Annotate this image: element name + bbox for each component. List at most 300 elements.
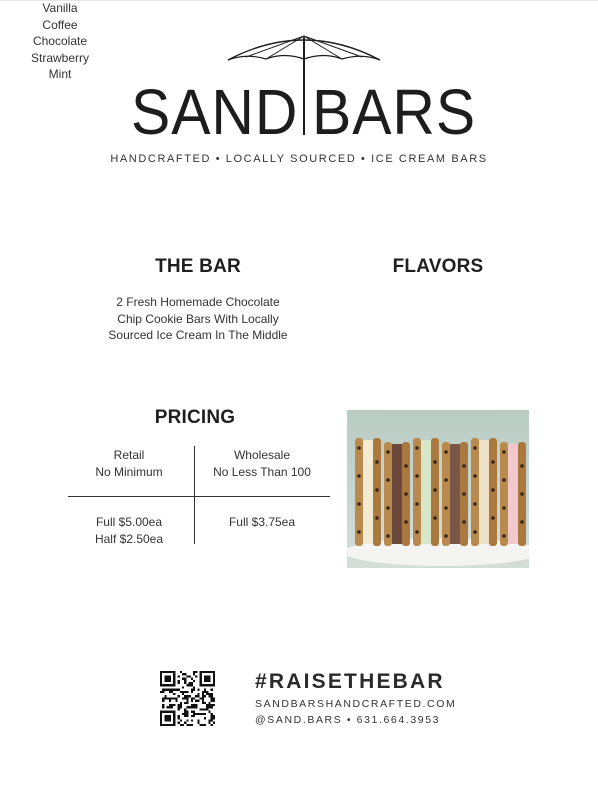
chocolate-chip xyxy=(520,492,524,496)
qr-module xyxy=(213,678,215,680)
qr-module xyxy=(193,711,195,713)
chocolate-chip xyxy=(462,464,466,468)
retail-label: Retail xyxy=(113,448,145,462)
qr-module xyxy=(204,684,206,686)
qr-module xyxy=(180,671,182,673)
website-link[interactable]: SANDBARSHANDCRAFTED.COM xyxy=(255,698,457,710)
qr-module xyxy=(162,700,164,702)
qr-module xyxy=(173,717,175,719)
sandwich-bar-part xyxy=(384,442,392,546)
qr-module xyxy=(178,675,180,677)
qr-module xyxy=(169,684,171,686)
hashtag-raisethebar: #RAISETHEBAR xyxy=(255,670,445,693)
logo-umbrella-pole xyxy=(303,37,305,135)
chocolate-chip xyxy=(473,502,477,506)
qr-module xyxy=(178,689,180,691)
qr-module xyxy=(191,719,193,721)
chocolate-chip xyxy=(357,446,361,450)
qr-module xyxy=(178,680,180,682)
qr-module xyxy=(178,715,180,717)
qr-module xyxy=(197,713,199,715)
the-bar-line: Chip Cookie Bars With Locally xyxy=(117,311,279,326)
chocolate-chip xyxy=(375,488,379,492)
chocolate-chip xyxy=(502,506,506,510)
qr-module xyxy=(202,695,204,697)
qr-module xyxy=(200,680,202,682)
qr-module xyxy=(162,697,164,699)
qr-module xyxy=(164,689,166,691)
chocolate-chip xyxy=(502,450,506,454)
qr-module xyxy=(162,684,164,686)
qr-module xyxy=(204,695,206,697)
chocolate-chip xyxy=(491,516,495,520)
qr-module xyxy=(178,704,180,706)
qr-module xyxy=(167,706,169,708)
qr-module xyxy=(197,722,199,724)
qr-module xyxy=(204,691,206,693)
qr-module xyxy=(180,691,182,693)
qr-module xyxy=(193,671,195,673)
qr-module xyxy=(211,693,213,695)
qr-module xyxy=(167,724,169,726)
qr-module xyxy=(182,693,184,695)
qr-module xyxy=(204,689,206,691)
qr-module xyxy=(211,713,213,715)
qr-module xyxy=(173,713,175,715)
chocolate-chip xyxy=(415,446,419,450)
qr-module xyxy=(211,704,213,706)
qr-module xyxy=(173,719,175,721)
qr-module xyxy=(175,700,177,702)
qr-module xyxy=(189,682,191,684)
wholesale-note: No Less Than 100 xyxy=(213,465,311,479)
qr-module xyxy=(213,675,215,677)
qr-module xyxy=(213,715,215,717)
qr-module xyxy=(213,704,215,706)
qr-module xyxy=(186,691,188,693)
qr-module xyxy=(186,675,188,677)
qr-module xyxy=(211,715,213,717)
qr-module xyxy=(208,680,210,682)
chocolate-chip xyxy=(404,520,408,524)
chocolate-chip xyxy=(502,478,506,482)
qr-module xyxy=(211,717,213,719)
qr-module xyxy=(175,689,177,691)
qr-module xyxy=(171,704,173,706)
qr-module xyxy=(178,717,180,719)
chocolate-chip xyxy=(415,474,419,478)
qr-module xyxy=(197,693,199,695)
qr-module xyxy=(189,675,191,677)
qr-module xyxy=(204,713,206,715)
qr-module xyxy=(169,711,171,713)
qr-module xyxy=(197,695,199,697)
qr-module xyxy=(200,697,202,699)
chocolate-chip xyxy=(386,478,390,482)
qr-module xyxy=(186,700,188,702)
qr-module xyxy=(206,693,208,695)
qr-module xyxy=(206,678,208,680)
qr-module xyxy=(173,671,175,673)
qr-module xyxy=(173,675,175,677)
qr-module xyxy=(186,719,188,721)
qr-module xyxy=(171,691,173,693)
qr-module xyxy=(204,671,206,673)
qr-module xyxy=(169,689,171,691)
qr-module xyxy=(200,671,202,673)
qr-module xyxy=(206,691,208,693)
qr-module xyxy=(191,691,193,693)
qr-module xyxy=(169,678,171,680)
chocolate-chip xyxy=(386,450,390,454)
qr-module xyxy=(206,680,208,682)
qr-module xyxy=(213,722,215,724)
retail-full-price: Full $5.00ea xyxy=(95,515,163,529)
chocolate-chip xyxy=(433,488,437,492)
qr-module xyxy=(182,678,184,680)
sandwich-bar-part xyxy=(421,440,431,544)
qr-module xyxy=(169,717,171,719)
sandwich-bar-part xyxy=(471,438,479,546)
chocolate-chip xyxy=(415,530,419,534)
qr-module xyxy=(202,700,204,702)
qr-module xyxy=(204,717,206,719)
sandwich-bar-part xyxy=(500,442,508,546)
qr-module xyxy=(167,689,169,691)
qr-module xyxy=(164,724,166,726)
qr-module xyxy=(182,724,184,726)
qr-module xyxy=(208,711,210,713)
qr-module xyxy=(160,684,162,686)
qr-module xyxy=(171,724,173,726)
chocolate-chip xyxy=(386,506,390,510)
qr-module xyxy=(178,682,180,684)
qr-module xyxy=(189,706,191,708)
qr-module xyxy=(180,702,182,704)
qr-module xyxy=(195,675,197,677)
social-contact: @SAND.BARS • 631.664.3953 xyxy=(255,714,441,726)
chocolate-chip xyxy=(491,488,495,492)
qr-module xyxy=(173,704,175,706)
qr-module xyxy=(164,697,166,699)
qr-module xyxy=(208,675,210,677)
qr-module xyxy=(162,691,164,693)
qr-module xyxy=(164,678,166,680)
qr-module xyxy=(184,711,186,713)
chocolate-chip xyxy=(520,464,524,468)
qr-module xyxy=(195,706,197,708)
qr-module xyxy=(162,689,164,691)
qr-module xyxy=(160,713,162,715)
the-bar-heading: THE BAR xyxy=(155,256,241,277)
qr-module xyxy=(160,724,162,726)
qr-module xyxy=(213,700,215,702)
qr-module xyxy=(206,671,208,673)
qr-module xyxy=(186,711,188,713)
qr-module xyxy=(173,711,175,713)
qr-module xyxy=(184,682,186,684)
chocolate-chip xyxy=(415,502,419,506)
qr-module xyxy=(189,724,191,726)
qr-module xyxy=(162,704,164,706)
qr-module xyxy=(204,678,206,680)
qr-module xyxy=(195,713,197,715)
qr-module xyxy=(162,671,164,673)
chocolate-chip xyxy=(473,474,477,478)
qr-module xyxy=(208,706,210,708)
retail-note: No Minimum xyxy=(95,465,163,479)
sandwich-bar-part xyxy=(363,440,373,544)
qr-module xyxy=(171,706,173,708)
qr-module xyxy=(202,708,204,710)
qr-module xyxy=(208,695,210,697)
qr-module xyxy=(211,671,213,673)
qr-module xyxy=(193,680,195,682)
qr-module xyxy=(184,678,186,680)
qr-module xyxy=(202,724,204,726)
chocolate-chip xyxy=(375,516,379,520)
qr-module xyxy=(184,702,186,704)
qr-module xyxy=(160,678,162,680)
chocolate-chip xyxy=(404,464,408,468)
qr-module xyxy=(178,706,180,708)
qr-module xyxy=(160,719,162,721)
qr-module xyxy=(202,697,204,699)
qr-module xyxy=(200,673,202,675)
qr-module xyxy=(167,719,169,721)
qr-module xyxy=(160,673,162,675)
qr-module xyxy=(164,671,166,673)
qr-module xyxy=(167,697,169,699)
qr-module xyxy=(202,713,204,715)
chocolate-chip xyxy=(444,506,448,510)
qr-module xyxy=(213,684,215,686)
retail-half-price: Half $2.50ea xyxy=(94,532,164,546)
qr-module xyxy=(182,686,184,688)
ice-cream-sandwich-photo xyxy=(347,410,529,568)
qr-module xyxy=(191,678,193,680)
qr-module xyxy=(164,711,166,713)
qr-module xyxy=(180,719,182,721)
qr-module xyxy=(213,673,215,675)
qr-module xyxy=(164,717,166,719)
qr-module xyxy=(169,704,171,706)
qr-module xyxy=(197,700,199,702)
qr-module xyxy=(200,713,202,715)
qr-module xyxy=(191,715,193,717)
chocolate-chip xyxy=(491,460,495,464)
qr-module xyxy=(197,719,199,721)
the-bar-line: 2 Fresh Homemade Chocolate xyxy=(116,295,280,309)
the-bar-line: Sourced Ice Cream In The Middle xyxy=(108,328,288,342)
qr-module xyxy=(208,671,210,673)
qr-module xyxy=(211,700,213,702)
chocolate-chip xyxy=(473,530,477,534)
qr-module xyxy=(173,715,175,717)
qr-module xyxy=(169,719,171,721)
qr-module xyxy=(180,704,182,706)
qr-module xyxy=(164,695,166,697)
pricing-grid-vertical-rule xyxy=(194,446,195,544)
qr-module xyxy=(171,689,173,691)
qr-module xyxy=(213,680,215,682)
brand-tagline: HANDCRAFTED • LOCALLY SOURCED • ICE CREAM BARS xyxy=(110,153,488,165)
sandwich-bar-part xyxy=(450,444,460,544)
qr-module xyxy=(182,697,184,699)
qr-module xyxy=(184,680,186,682)
qr-module xyxy=(213,697,215,699)
qr-module xyxy=(167,680,169,682)
qr-module xyxy=(160,711,162,713)
qr-module xyxy=(167,711,169,713)
qr-module xyxy=(193,689,195,691)
chocolate-chip xyxy=(375,460,379,464)
qr-module xyxy=(167,678,169,680)
chocolate-chip xyxy=(404,492,408,496)
qr-module xyxy=(211,719,213,721)
qr-module xyxy=(208,684,210,686)
sandwich-bar-part xyxy=(413,438,421,546)
qr-module xyxy=(213,682,215,684)
qr-module xyxy=(204,680,206,682)
qr-module xyxy=(195,695,197,697)
qr-module xyxy=(204,675,206,677)
qr-module xyxy=(195,704,197,706)
qr-module xyxy=(169,691,171,693)
qr-module xyxy=(167,715,169,717)
qr-module xyxy=(178,695,180,697)
qr-code-icon xyxy=(160,671,215,726)
qr-module xyxy=(191,706,193,708)
logo-word-sand: SAND xyxy=(131,76,299,148)
qr-module xyxy=(200,708,202,710)
sandwich-bar-part xyxy=(442,442,450,546)
qr-module xyxy=(204,702,206,704)
qr-module xyxy=(175,697,177,699)
qr-module xyxy=(182,713,184,715)
qr-module xyxy=(202,702,204,704)
sandwich-bar-part xyxy=(392,444,402,544)
qr-module xyxy=(202,684,204,686)
chocolate-chip xyxy=(357,502,361,506)
qr-module xyxy=(193,686,195,688)
qr-module xyxy=(211,697,213,699)
the-bar-description xyxy=(98,294,298,344)
qr-module xyxy=(208,693,210,695)
sandwich-bar-part xyxy=(355,438,363,546)
qr-module xyxy=(202,691,204,693)
qr-module xyxy=(184,673,186,675)
qr-module xyxy=(173,693,175,695)
logo-word-bars: BARS xyxy=(312,76,477,148)
pricing-grid-horizontal-rule xyxy=(68,496,330,497)
qr-module xyxy=(202,671,204,673)
qr-module xyxy=(191,689,193,691)
qr-module xyxy=(200,678,202,680)
qr-module xyxy=(204,708,206,710)
qr-module xyxy=(184,691,186,693)
qr-module xyxy=(169,706,171,708)
qr-module xyxy=(160,691,162,693)
qr-module xyxy=(202,693,204,695)
qr-module xyxy=(173,724,175,726)
chocolate-chip xyxy=(462,492,466,496)
wholesale-full-price: Full $3.75ea xyxy=(228,515,296,529)
qr-module xyxy=(191,697,193,699)
qr-module xyxy=(180,706,182,708)
qr-module xyxy=(164,675,166,677)
wholesale-label: Wholesale xyxy=(233,448,291,462)
pricing-cell-wholesale-prices xyxy=(200,514,324,531)
qr-module xyxy=(211,695,213,697)
qr-module xyxy=(182,691,184,693)
qr-module xyxy=(206,708,208,710)
qr-module xyxy=(162,724,164,726)
qr-module xyxy=(164,684,166,686)
qr-module xyxy=(186,715,188,717)
sandwich-bars xyxy=(355,438,526,546)
qr-module xyxy=(186,706,188,708)
qr-module xyxy=(200,724,202,726)
qr-module xyxy=(160,671,162,673)
pricing-cell-retail-prices xyxy=(67,514,191,548)
qr-module xyxy=(160,717,162,719)
qr-module xyxy=(160,722,162,724)
chocolate-chip xyxy=(473,446,477,450)
qr-module xyxy=(200,675,202,677)
qr-module xyxy=(178,708,180,710)
pricing-heading: PRICING xyxy=(154,407,236,428)
qr-module xyxy=(193,697,195,699)
qr-module xyxy=(184,697,186,699)
qr-module xyxy=(173,684,175,686)
qr-module xyxy=(211,724,213,726)
qr-module xyxy=(164,719,166,721)
qr-module xyxy=(193,715,195,717)
sandwich-bar-part xyxy=(373,438,381,546)
qr-module xyxy=(169,715,171,717)
sandwich-bar-part xyxy=(479,440,489,544)
qr-module xyxy=(208,704,210,706)
qr-module xyxy=(195,700,197,702)
pricing-cell-retail-header xyxy=(67,447,191,481)
qr-module xyxy=(162,711,164,713)
qr-module xyxy=(184,708,186,710)
chocolate-chip xyxy=(444,450,448,454)
qr-module xyxy=(169,671,171,673)
qr-module xyxy=(160,680,162,682)
qr-module xyxy=(167,717,169,719)
qr-module xyxy=(171,684,173,686)
qr-module xyxy=(206,706,208,708)
qr-module xyxy=(186,697,188,699)
qr-module xyxy=(189,695,191,697)
flavors-heading: FLAVORS xyxy=(392,256,484,277)
qr-module xyxy=(184,713,186,715)
qr-module xyxy=(173,722,175,724)
qr-module xyxy=(195,671,197,673)
qr-module xyxy=(173,697,175,699)
chocolate-chip xyxy=(444,534,448,538)
qr-module xyxy=(206,684,208,686)
qr-module xyxy=(186,702,188,704)
qr-module xyxy=(180,724,182,726)
qr-module xyxy=(189,684,191,686)
flavor-item: Mint xyxy=(48,67,72,81)
sandwich-bar-part xyxy=(431,438,439,546)
chocolate-chip xyxy=(433,516,437,520)
page-top-border xyxy=(0,0,598,1)
